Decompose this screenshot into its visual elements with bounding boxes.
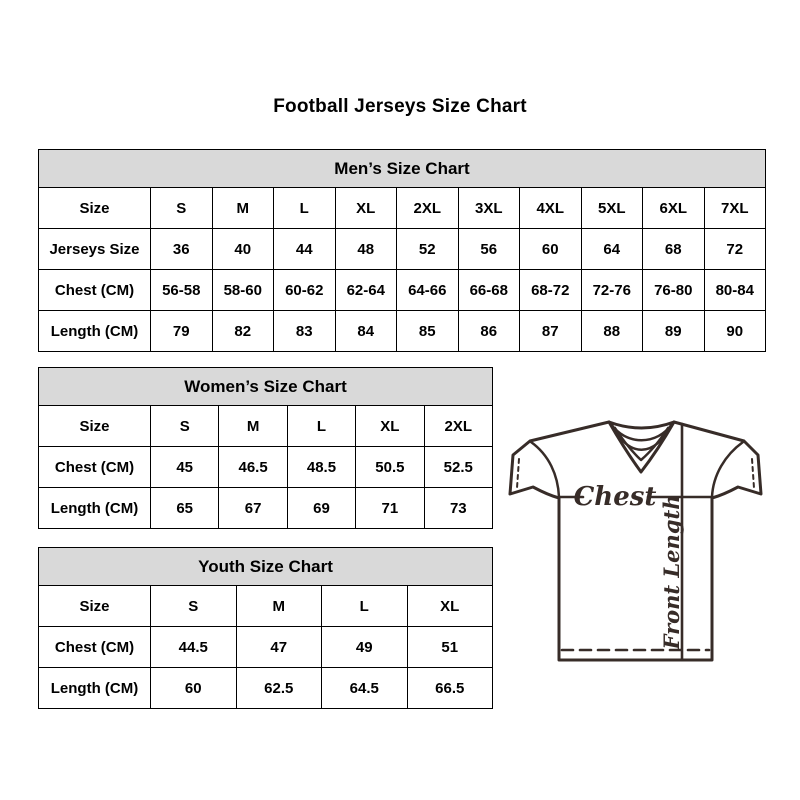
value-cell: 60 xyxy=(151,668,237,709)
youth-size-table xyxy=(38,547,493,709)
value-cell: 79 xyxy=(151,311,213,352)
mens-size-table xyxy=(38,149,766,352)
page-title: Football Jerseys Size Chart xyxy=(273,96,527,117)
row-label-cell: Size xyxy=(39,586,151,627)
value-cell: M xyxy=(236,586,322,627)
value-cell: 6XL xyxy=(643,188,705,229)
table-row xyxy=(39,488,493,529)
value-cell: 62-64 xyxy=(335,270,397,311)
value-cell: 48 xyxy=(335,229,397,270)
mens-table-title: Men’s Size Chart xyxy=(39,150,766,188)
value-cell: 4XL xyxy=(520,188,582,229)
row-label-cell: Length (CM) xyxy=(39,668,151,709)
value-cell: 3XL xyxy=(458,188,520,229)
value-cell: 44.5 xyxy=(151,627,237,668)
table-title-row xyxy=(39,368,493,406)
value-cell: 64.5 xyxy=(322,668,408,709)
value-cell: 90 xyxy=(704,311,766,352)
value-cell: M xyxy=(212,188,274,229)
value-cell: S xyxy=(151,586,237,627)
value-cell: S xyxy=(151,188,213,229)
value-cell: 47 xyxy=(236,627,322,668)
value-cell: 85 xyxy=(397,311,459,352)
value-cell: 68-72 xyxy=(520,270,582,311)
value-cell: 66.5 xyxy=(407,668,493,709)
value-cell: 40 xyxy=(212,229,274,270)
value-cell: 52.5 xyxy=(424,447,492,488)
row-label-cell: Size xyxy=(39,406,151,447)
table-row xyxy=(39,586,493,627)
value-cell: 2XL xyxy=(424,406,492,447)
value-cell: 56-58 xyxy=(151,270,213,311)
row-label-cell: Size xyxy=(39,188,151,229)
value-cell: 58-60 xyxy=(212,270,274,311)
value-cell: L xyxy=(322,586,408,627)
table-row xyxy=(39,668,493,709)
value-cell: 66-68 xyxy=(458,270,520,311)
table-row xyxy=(39,270,766,311)
row-label-cell: Chest (CM) xyxy=(39,447,151,488)
value-cell: 73 xyxy=(424,488,492,529)
youth-table-title: Youth Size Chart xyxy=(39,548,493,586)
womens-table-title: Women’s Size Chart xyxy=(39,368,493,406)
table-title-row xyxy=(39,150,766,188)
value-cell: 88 xyxy=(581,311,643,352)
value-cell: 2XL xyxy=(397,188,459,229)
value-cell: 48.5 xyxy=(287,447,355,488)
table-row xyxy=(39,406,493,447)
value-cell: 56 xyxy=(458,229,520,270)
value-cell: 45 xyxy=(151,447,219,488)
value-cell: 44 xyxy=(274,229,336,270)
value-cell: 36 xyxy=(151,229,213,270)
table-row xyxy=(39,188,766,229)
value-cell: 80-84 xyxy=(704,270,766,311)
value-cell: 68 xyxy=(643,229,705,270)
row-label-cell: Jerseys Size xyxy=(39,229,151,270)
row-label-cell: Length (CM) xyxy=(39,488,151,529)
table-row xyxy=(39,229,766,270)
value-cell: 82 xyxy=(212,311,274,352)
table-title-row xyxy=(39,548,493,586)
front-length-label: Front Length xyxy=(659,494,684,650)
womens-size-table xyxy=(38,367,493,529)
value-cell: 7XL xyxy=(704,188,766,229)
value-cell: XL xyxy=(356,406,424,447)
value-cell: 86 xyxy=(458,311,520,352)
jersey-measurement-diagram xyxy=(504,410,769,666)
row-label-cell: Chest (CM) xyxy=(39,627,151,668)
value-cell: 72-76 xyxy=(581,270,643,311)
chest-label: Chest xyxy=(573,482,657,512)
value-cell: 5XL xyxy=(581,188,643,229)
value-cell: XL xyxy=(407,586,493,627)
value-cell: 83 xyxy=(274,311,336,352)
value-cell: XL xyxy=(335,188,397,229)
value-cell: 50.5 xyxy=(356,447,424,488)
row-label-cell: Length (CM) xyxy=(39,311,151,352)
table-row xyxy=(39,447,493,488)
value-cell: 46.5 xyxy=(219,447,287,488)
value-cell: 60 xyxy=(520,229,582,270)
value-cell: 87 xyxy=(520,311,582,352)
value-cell: 49 xyxy=(322,627,408,668)
value-cell: L xyxy=(287,406,355,447)
value-cell: 84 xyxy=(335,311,397,352)
value-cell: 52 xyxy=(397,229,459,270)
value-cell: 60-62 xyxy=(274,270,336,311)
value-cell: 72 xyxy=(704,229,766,270)
value-cell: 64 xyxy=(581,229,643,270)
value-cell: 71 xyxy=(356,488,424,529)
value-cell: 62.5 xyxy=(236,668,322,709)
value-cell: 76-80 xyxy=(643,270,705,311)
value-cell: L xyxy=(274,188,336,229)
value-cell: 65 xyxy=(151,488,219,529)
value-cell: 89 xyxy=(643,311,705,352)
value-cell: M xyxy=(219,406,287,447)
value-cell: S xyxy=(151,406,219,447)
table-row xyxy=(39,311,766,352)
table-row xyxy=(39,627,493,668)
value-cell: 64-66 xyxy=(397,270,459,311)
value-cell: 51 xyxy=(407,627,493,668)
jersey-icon xyxy=(504,410,769,666)
value-cell: 69 xyxy=(287,488,355,529)
value-cell: 67 xyxy=(219,488,287,529)
row-label-cell: Chest (CM) xyxy=(39,270,151,311)
